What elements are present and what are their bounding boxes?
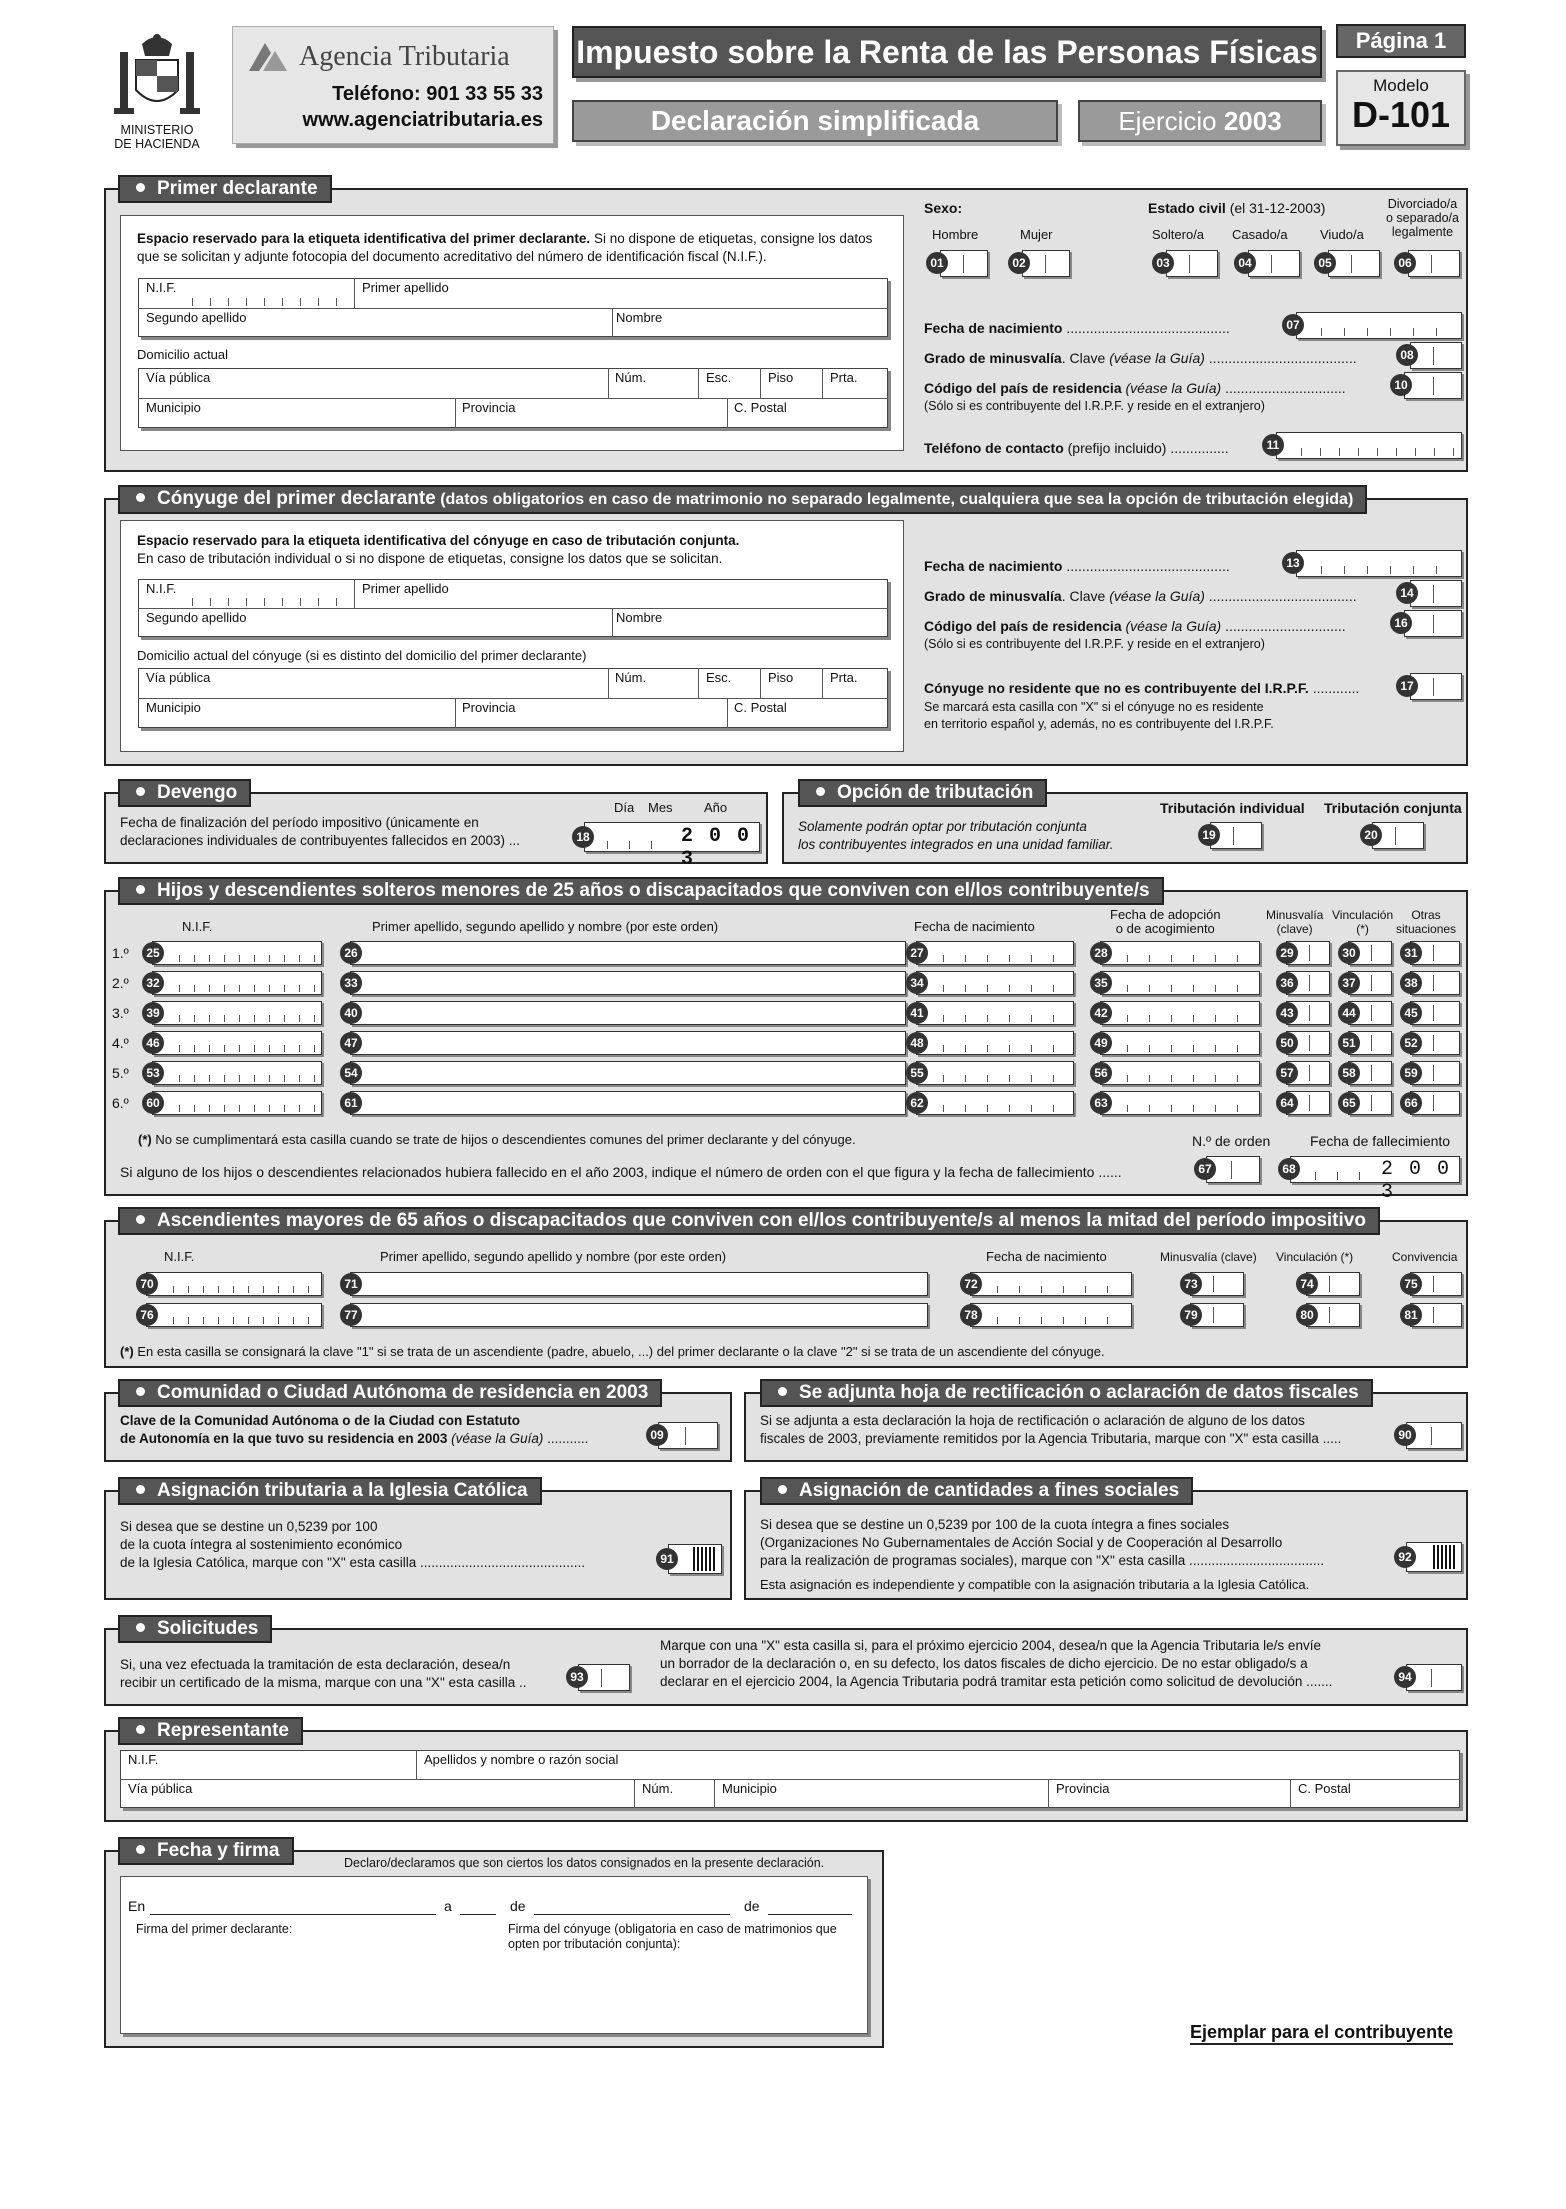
devengo-title: Devengo (118, 779, 251, 807)
conyuge-title: Cónyuge del primer declarante (datos obligatorios en caso de matrimonio no separado legalmente, cualquiera que sea la opción de tributación elegida) (118, 485, 1367, 514)
soltero-label: Soltero/a (1152, 227, 1205, 242)
num-34: 34 (906, 972, 928, 994)
firma2-label: Firma del cónyuge (obligatoria en caso de matrimonios que opten por tributación conjunta): (508, 1922, 837, 1951)
opcion-conjunta-label: Tributación conjunta (1324, 800, 1462, 816)
primer-provincia-label: Provincia (462, 400, 516, 415)
conyuge-prta-label: Prta. (830, 670, 858, 685)
conyuge-esc-label: Esc. (706, 670, 732, 685)
firma-a-label: a (444, 1898, 452, 1914)
num-90: 90 (1394, 1424, 1416, 1446)
hijos-nif-label: N.I.F. (182, 919, 213, 934)
num-02: 02 (1008, 252, 1030, 274)
num-71: 71 (340, 1273, 362, 1295)
casilla-27[interactable] (916, 941, 1074, 965)
pagina-box (1336, 24, 1466, 58)
primer-via-label: Vía pública (146, 370, 211, 385)
hijos-fallecimiento-label: Fecha de fallecimiento (1310, 1133, 1451, 1149)
mujer-label: Mujer (1020, 227, 1053, 242)
ejercicio-box (1078, 100, 1322, 142)
hijos-minusvalia-label: Minusvalía (clave) (1266, 908, 1324, 936)
num-94: 94 (1394, 1666, 1416, 1688)
representante-via-label: Vía pública (128, 1781, 193, 1796)
ejercicio-year: 2003 (1223, 106, 1282, 136)
ministry-name: MINISTERIO DE HACIENDA (114, 123, 200, 152)
modelo-label: Modelo (1373, 76, 1429, 95)
num-76: 76 (136, 1304, 158, 1326)
hombre-label: Hombre (932, 227, 979, 242)
num-26: 26 (340, 942, 362, 964)
hijos-fecha-nac-label: Fecha de nacimiento (914, 919, 1035, 934)
num-68: 68 (1278, 1158, 1300, 1180)
comunidad-text: Clave de la Comunidad Autónoma o de la Ciudad con Estatuto de Autonomía en la que tuvo su residencia en 2003 (véase la Guía) ........... (120, 1413, 589, 1446)
num-72: 72 (960, 1273, 982, 1295)
casilla-10[interactable] (1404, 372, 1462, 399)
num-51: 51 (1338, 1032, 1360, 1054)
num-81: 81 (1400, 1304, 1422, 1326)
primer-esc-label: Esc. (706, 370, 732, 385)
num-67: 67 (1194, 1158, 1216, 1180)
ascend-title: Ascendientes mayores de 65 años o discapacitados que conviven con el/los contribuyente/s al menos la mitad del período impositivo (118, 1207, 1380, 1235)
conyuge-fecha-nac-label: Fecha de nacimiento .......................................... (924, 558, 1230, 574)
primer-minusvalia-label: Grado de minusvalía. Clave (véase la Guía) ...................................... (924, 350, 1357, 366)
modelo-number: D-101 (1351, 93, 1451, 135)
fines-note: Esta asignación es independiente y compatible con la asignación tributaria a la Iglesia Católica. (760, 1577, 1310, 1592)
num-78: 78 (960, 1304, 982, 1326)
casilla-49[interactable] (1100, 1031, 1260, 1055)
hijos-row-order: 3.º (112, 1005, 129, 1021)
fines-title: Asignación de cantidades a fines sociales (760, 1477, 1193, 1505)
num-66: 66 (1400, 1092, 1422, 1114)
ascend-note: (*) En esta casilla se consignará la clave "1" si se trata de un ascendiente (padre, abuelo, ...) del primer declarante o la clave "2" si se trata de un ascendiente del cónyuge. (120, 1344, 1105, 1359)
conyuge-minusvalia-label: Grado de minusvalía. Clave (véase la Guía) ...................................... (924, 588, 1357, 604)
casilla-55[interactable] (916, 1061, 1074, 1085)
num-73: 73 (1180, 1273, 1202, 1295)
num-37: 37 (1338, 972, 1360, 994)
num-49: 49 (1090, 1032, 1112, 1054)
conyuge-no-residente-label: Cónyuge no residente que no es contribuyente del I.R.P.F. ............ (924, 680, 1360, 696)
primer-declarante-title: Primer declarante (118, 175, 332, 203)
num-18: 18 (572, 826, 594, 848)
casilla-39[interactable] (152, 1001, 322, 1025)
devengo-text: Fecha de finalización del período impositivo (únicamente en declaraciones individuales de contribuyentes fallecidos en 2003) ... (120, 815, 520, 848)
casilla-26[interactable] (350, 941, 906, 965)
num-64: 64 (1276, 1092, 1298, 1114)
conyuge-nif-label: N.I.F. (146, 581, 177, 596)
num-54: 54 (340, 1062, 362, 1084)
casilla-42[interactable] (1100, 1001, 1260, 1025)
num-36: 36 (1276, 972, 1298, 994)
num-77: 77 (340, 1304, 362, 1326)
opcion-title: Opción de tributación (798, 779, 1047, 807)
main-title-text: Impuesto sobre la Renta de las Personas Físicas (576, 34, 1318, 70)
num-19: 19 (1198, 824, 1220, 846)
num-08: 08 (1396, 344, 1418, 366)
hijos-row-order: 6.º (112, 1095, 129, 1111)
num-65: 65 (1338, 1092, 1360, 1114)
num-44: 44 (1338, 1002, 1360, 1024)
num-11: 11 (1262, 434, 1284, 456)
ascend-minusvalia-label: Minusvalía (clave) (1160, 1250, 1257, 1264)
primer-cpostal-label: C. Postal (734, 400, 787, 415)
num-63: 63 (1090, 1092, 1112, 1114)
viudo-label: Viudo/a (1320, 227, 1364, 242)
num-06: 06 (1394, 252, 1416, 274)
conyuge-num-label: Núm. (615, 670, 647, 685)
estado-civil-label: Estado civil (el 31-12-2003) (1148, 200, 1326, 216)
modelo-box (1336, 70, 1466, 146)
casilla-25[interactable] (152, 941, 322, 965)
casilla-18[interactable] (584, 822, 760, 871)
num-38: 38 (1400, 972, 1422, 994)
num-40: 40 (340, 1002, 362, 1024)
devengo-mes-label: Mes (648, 800, 673, 815)
num-80: 80 (1296, 1304, 1318, 1326)
hijos-otras-label: Otras situaciones (1396, 908, 1457, 936)
ministry-logo (102, 30, 212, 154)
casilla-77[interactable] (350, 1303, 928, 1327)
casilla-68[interactable] (1290, 1156, 1460, 1204)
firma-en-label: En (128, 1898, 146, 1914)
num-05: 05 (1314, 252, 1336, 274)
num-30: 30 (1338, 942, 1360, 964)
primer-telefono-label: Teléfono de contacto (prefijo incluido) ............... (924, 440, 1229, 456)
casilla-47[interactable] (350, 1031, 906, 1055)
num-43: 43 (1276, 1002, 1298, 1024)
num-25: 25 (142, 942, 164, 964)
hijos-row-order: 1.º (112, 945, 129, 961)
representante-apellidos-label: Apellidos y nombre o razón social (424, 1752, 619, 1767)
ascend-apellidos-label: Primer apellido, segundo apellido y nombre (por este orden) (380, 1249, 727, 1264)
representante-cpostal-label: C. Postal (1298, 1781, 1351, 1796)
opcion-text: Solamente podrán optar por tributación conjunta los contribuyentes integrados en una unidad familiar. (798, 819, 1114, 852)
checkbox-pattern-icon (1433, 1545, 1457, 1569)
num-62: 62 (906, 1092, 928, 1114)
subtitle-box (572, 100, 1058, 142)
solicitudes-text2: Marque con una "X" esta casilla si, para el próximo ejercicio 2004, desea/n que la Agencia Tributaria le/s envíe un borrador de la declaración o, en su defecto, los datos fiscales de dicho ejercicio. De no estar obligado/s a declarar en el ejercicio 2004, la Agencia Tributaria podrá tramitar esta petición como solicitud de devolución ....... (660, 1638, 1333, 1689)
primer-nombre-label: Nombre (616, 310, 663, 325)
conyuge-apellido2-label: Segundo apellido (146, 610, 247, 625)
num-70: 70 (136, 1273, 158, 1295)
num-27: 27 (906, 942, 928, 964)
primer-fecha-nac-label: Fecha de nacimiento .......................................... (924, 320, 1230, 336)
representante-num-label: Núm. (642, 1781, 674, 1796)
iglesia-title: Asignación tributaria a la Iglesia Católica (118, 1477, 542, 1505)
hijos-vinculacion-label: Vinculación (*) (1332, 908, 1394, 936)
conyuge-no-residente-note: Se marcará esta casilla con "X" si el cónyuge no es residente en territorio español y, además, no es contribuyente del I.R.P.F. (924, 700, 1274, 731)
conyuge-cpostal-label: C. Postal (734, 700, 787, 715)
agency-name: Agencia Tributaria (299, 41, 510, 72)
casilla-53[interactable] (152, 1061, 322, 1085)
num-35: 35 (1090, 972, 1112, 994)
primer-piso-label: Piso (768, 370, 794, 385)
conyuge-via-label: Vía pública (146, 670, 211, 685)
main-title (572, 26, 1322, 78)
firma-declaro: Declaro/declaramos que son ciertos los datos consignados en la presente declaración. (344, 1856, 825, 1870)
casilla-48[interactable] (916, 1031, 1074, 1055)
hijos-row-order: 2.º (112, 975, 129, 991)
hijos-orden-label: N.º de orden (1192, 1133, 1271, 1149)
num-31: 31 (1400, 942, 1422, 964)
num-45: 45 (1400, 1002, 1422, 1024)
firma-de2-label: de (744, 1898, 760, 1914)
casilla-60[interactable] (152, 1091, 322, 1115)
primer-apellido1-label: Primer apellido (362, 280, 449, 295)
conyuge-domicilio-label: Domicilio actual del cónyuge (si es distinto del domicilio del primer declarante) (137, 648, 587, 663)
pagina-text: Página 1 (1355, 28, 1447, 53)
num-32: 32 (142, 972, 164, 994)
casilla-62[interactable] (916, 1091, 1074, 1115)
num-52: 52 (1400, 1032, 1422, 1054)
agency-web: www.agenciatributaria.es (302, 109, 543, 131)
primer-pais-note: (Sólo si es contribuyente del I.R.P.F. y reside en el extranjero) (924, 399, 1265, 413)
num-20: 20 (1360, 824, 1382, 846)
divorciado-label: Divorciado/a o separado/a legalmente (1386, 197, 1459, 239)
ascend-nif-label: N.I.F. (164, 1249, 195, 1264)
representante-municipio-label: Municipio (722, 1781, 777, 1796)
casilla-07[interactable] (1296, 312, 1462, 339)
firma-de1-label: de (510, 1898, 526, 1914)
casilla-46[interactable] (152, 1031, 322, 1055)
num-61: 61 (340, 1092, 362, 1114)
conyuge-piso-label: Piso (768, 670, 794, 685)
primer-domicilio-label: Domicilio actual (137, 347, 229, 362)
ascend-fecha-nac-label: Fecha de nacimiento (986, 1249, 1107, 1264)
nif-ticks (192, 298, 342, 306)
num-29: 29 (1276, 942, 1298, 964)
num-92: 92 (1394, 1546, 1416, 1568)
num-47: 47 (340, 1032, 362, 1054)
num-57: 57 (1276, 1062, 1298, 1084)
agency-phone: Teléfono: 901 33 55 33 (332, 83, 543, 105)
num-14: 14 (1396, 582, 1418, 604)
num-03: 03 (1152, 252, 1174, 274)
casilla-72[interactable] (970, 1272, 1132, 1296)
num-53: 53 (142, 1062, 164, 1084)
comunidad-title: Comunidad o Ciudad Autónoma de residencia en 2003 (118, 1379, 662, 1407)
conyuge-etiqueta-text: Espacio reservado para la etiqueta identificativa del cónyuge en caso de tributación conjunta. En caso de tributación individual o si no dispone de etiquetas, consigne los datos que se solicitan. (137, 533, 740, 566)
firma-title: Fecha y firma (118, 1837, 294, 1865)
num-28: 28 (1090, 942, 1112, 964)
rectif-text: Si se adjunta a esta declaración la hoja de rectificación o aclaración de alguno de los datos fiscales de 2003, previamente remitidos por la Agencia Tributaria, marque con "X" esta casilla ..... (760, 1413, 1342, 1446)
agency-logo-icon (247, 41, 289, 75)
devengo-year: 2 0 0 3 (681, 825, 752, 871)
num-60: 60 (142, 1092, 164, 1114)
devengo-dia-label: Día (614, 800, 635, 815)
devengo-anio-label: Año (704, 800, 728, 815)
checkbox-pattern-icon (693, 1547, 717, 1571)
casilla-28[interactable] (1100, 941, 1260, 965)
casilla-40[interactable] (350, 1001, 906, 1025)
casilla-33[interactable] (350, 971, 906, 995)
primer-pais-label: Código del país de residencia (véase la Guía) ............................... (924, 380, 1346, 396)
solicitudes-text1: Si, una vez efectuada la tramitación de esta declaración, desea/n recibir un certificado de la misma, marque con una "X" esta casilla .. (120, 1657, 527, 1690)
num-04: 04 (1234, 252, 1256, 274)
ascend-vinculacion-label: Vinculación (*) (1276, 1250, 1354, 1264)
fines-text: Si desea que se destine un 0,5239 por 100 de la cuota íntegra a fines sociales (Organizaciones No Gubernamentales de Acción Social y de Cooperación al Desarrollo para la realización de programas sociales), marque con "X" esta casilla .................................... (760, 1517, 1325, 1568)
num-07: 07 (1282, 314, 1304, 336)
num-41: 41 (906, 1002, 928, 1024)
num-17: 17 (1396, 675, 1418, 697)
casilla-78[interactable] (970, 1303, 1132, 1327)
num-01: 01 (926, 252, 948, 274)
num-42: 42 (1090, 1002, 1112, 1024)
casado-label: Casado/a (1232, 227, 1288, 242)
agency-box (232, 26, 554, 144)
hijos-adopcion-label: Fecha de adopción o de acogimiento (1110, 907, 1221, 936)
num-79: 79 (1180, 1304, 1202, 1326)
conyuge-apellido1-label: Primer apellido (362, 581, 449, 596)
solicitudes-title: Solicitudes (118, 1615, 272, 1643)
representante-nif-label: N.I.F. (128, 1752, 159, 1767)
num-13: 13 (1282, 552, 1304, 574)
hijos-row-order: 5.º (112, 1065, 129, 1081)
casilla-41[interactable] (916, 1001, 1074, 1025)
casilla-16[interactable] (1404, 610, 1462, 637)
num-91: 91 (656, 1548, 678, 1570)
primer-apellido2-label: Segundo apellido (146, 310, 247, 325)
casilla-76[interactable] (146, 1303, 322, 1327)
conyuge-pais-label: Código del país de residencia (véase la Guía) ............................... (924, 618, 1346, 634)
num-93: 93 (566, 1666, 588, 1688)
hijos-note: (*) No se cumplimentará esta casilla cuando se trate de hijos o descendientes comunes del primer declarante y del cónyuge. (138, 1132, 856, 1147)
primer-num-label: Núm. (615, 370, 647, 385)
num-46: 46 (142, 1032, 164, 1054)
hijos-fallecido-text: Si alguno de los hijos o descendientes relacionados hubiera fallecido en el año 2003, indique el número de orden con el que figura y la fecha de fallecimiento ...... (120, 1164, 1122, 1180)
primer-etiqueta-text: Espacio reservado para la etiqueta identificativa del primer declarante. Si no dispone de etiquetas, consigne los datos que se solicitan y adjunte fotocopia del documento acreditativo del número de identificación fiscal (N.I.F.). (137, 231, 873, 264)
casilla-54[interactable] (350, 1061, 906, 1085)
primer-municipio-label: Municipio (146, 400, 201, 415)
hijos-title: Hijos y descendientes solteros menores de 25 años o discapacitados que conviven con el/los contribuyente/s (118, 877, 1164, 905)
num-59: 59 (1400, 1062, 1422, 1084)
num-39: 39 (142, 1002, 164, 1024)
iglesia-text: Si desea que se destine un 0,5239 por 100 de la cuota íntegra al sostenimiento económico de la Iglesia Católica, marque con "X" esta casilla ............................................ (120, 1519, 586, 1570)
hijos-row-order: 4.º (112, 1035, 129, 1051)
casilla-13[interactable] (1296, 550, 1462, 577)
primer-prta-label: Prta. (830, 370, 858, 385)
ejemplar-label: Ejemplar para el contribuyente (1190, 2022, 1453, 2045)
representante-provincia-label: Provincia (1056, 1781, 1110, 1796)
num-55: 55 (906, 1062, 928, 1084)
casilla-71[interactable] (350, 1272, 928, 1296)
num-56: 56 (1090, 1062, 1112, 1084)
hijos-year: 2 0 0 3 (1381, 1158, 1452, 1204)
sexo-label: Sexo: (924, 200, 963, 216)
num-33: 33 (340, 972, 362, 994)
casilla-34[interactable] (916, 971, 1074, 995)
hijos-apellidos-label: Primer apellido, segundo apellido y nombre (por este orden) (372, 919, 719, 934)
casilla-63[interactable] (1100, 1091, 1260, 1115)
subtitle-text: Declaración simplificada (650, 105, 980, 136)
primer-nif-label: N.I.F. (146, 280, 177, 295)
casilla-61[interactable] (350, 1091, 906, 1115)
num-74: 74 (1296, 1273, 1318, 1295)
num-50: 50 (1276, 1032, 1298, 1054)
representante-title: Representante (118, 1717, 303, 1745)
conyuge-pais-note: (Sólo si es contribuyente del I.R.P.F. y reside en el extranjero) (924, 637, 1265, 651)
num-16: 16 (1390, 612, 1412, 634)
ascend-convivencia-label: Convivencia (1392, 1250, 1458, 1264)
conyuge-provincia-label: Provincia (462, 700, 516, 715)
num-09: 09 (646, 1424, 668, 1446)
num-10: 10 (1390, 374, 1412, 396)
casilla-11[interactable] (1276, 432, 1462, 459)
ejercicio-label: Ejercicio (1118, 106, 1217, 136)
casilla-56[interactable] (1100, 1061, 1260, 1085)
opcion-individual-label: Tributación individual (1160, 800, 1305, 816)
firma1-label: Firma del primer declarante: (136, 1922, 293, 1936)
num-75: 75 (1400, 1273, 1422, 1295)
rectif-title: Se adjunta hoja de rectificación o aclaración de datos fiscales (760, 1379, 1373, 1407)
coat-of-arms-icon (102, 30, 212, 120)
conyuge-nombre-label: Nombre (616, 610, 663, 625)
conyuge-municipio-label: Municipio (146, 700, 201, 715)
num-48: 48 (906, 1032, 928, 1054)
casilla-35[interactable] (1100, 971, 1260, 995)
casilla-32[interactable] (152, 971, 322, 995)
num-58: 58 (1338, 1062, 1360, 1084)
casilla-70[interactable] (146, 1272, 322, 1296)
